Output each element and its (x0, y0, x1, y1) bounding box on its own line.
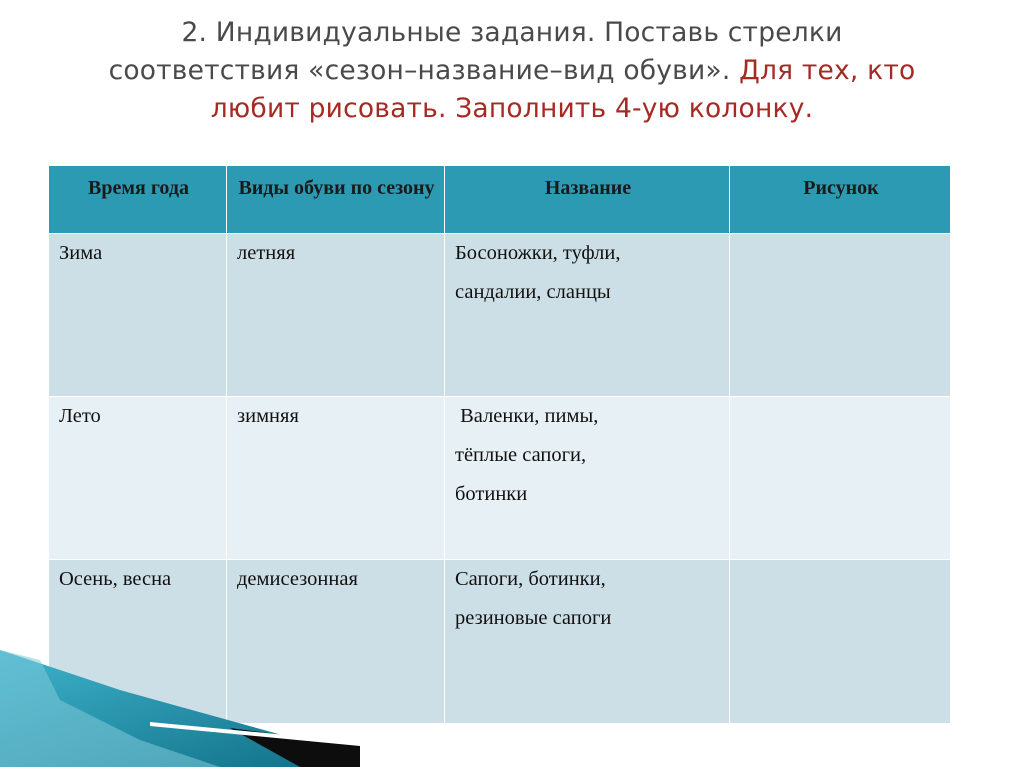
header-season: Время года (49, 166, 227, 234)
cell-shoe-type: демисезонная (227, 560, 445, 724)
title-line-3: любит рисовать. Заполнить 4-ую колонку. (210, 93, 814, 124)
header-shoe-type: Виды обуви по сезону (227, 166, 445, 234)
title-line-2 (30, 52, 994, 90)
table-row (49, 560, 951, 724)
cell-names (445, 397, 730, 560)
cell-season: Лето (49, 397, 227, 560)
cell-names (445, 560, 730, 724)
name-line: ботинки (455, 483, 528, 505)
cell-shoe-type: зимняя (227, 397, 445, 560)
header-drawing: Рисунок (730, 166, 951, 234)
name-line: тёплые сапоги, (455, 444, 587, 466)
cell-season: Зима (49, 234, 227, 397)
name-line: сандалии, сланцы (455, 281, 611, 303)
name-line: резиновые сапоги (455, 607, 612, 629)
corner-white-edge (150, 722, 360, 746)
shoe-season-table (48, 165, 951, 724)
table-row (49, 234, 951, 397)
table-header-row (49, 166, 951, 234)
name-line: Валенки, пимы, (455, 405, 599, 427)
title-line-1: 2. Индивидуальные задания. Поставь стрелки (181, 17, 843, 48)
title-line-2-text: соответствия «сезон–название–вид обуви». (108, 55, 740, 86)
cell-season: Осень, весна (49, 560, 227, 724)
corner-black-stripe (230, 728, 360, 767)
cell-names (445, 234, 730, 397)
header-name: Название (445, 166, 730, 234)
cell-drawing[interactable] (730, 560, 951, 724)
slide-title (30, 14, 994, 128)
title-line-2-accent: Для тех, кто (739, 55, 916, 86)
name-line: Сапоги, ботинки, (455, 568, 606, 590)
name-line: Босоножки, туфли, (455, 242, 621, 264)
table-row (49, 397, 951, 560)
cell-drawing[interactable] (730, 234, 951, 397)
cell-drawing[interactable] (730, 397, 951, 560)
cell-shoe-type: летняя (227, 234, 445, 397)
